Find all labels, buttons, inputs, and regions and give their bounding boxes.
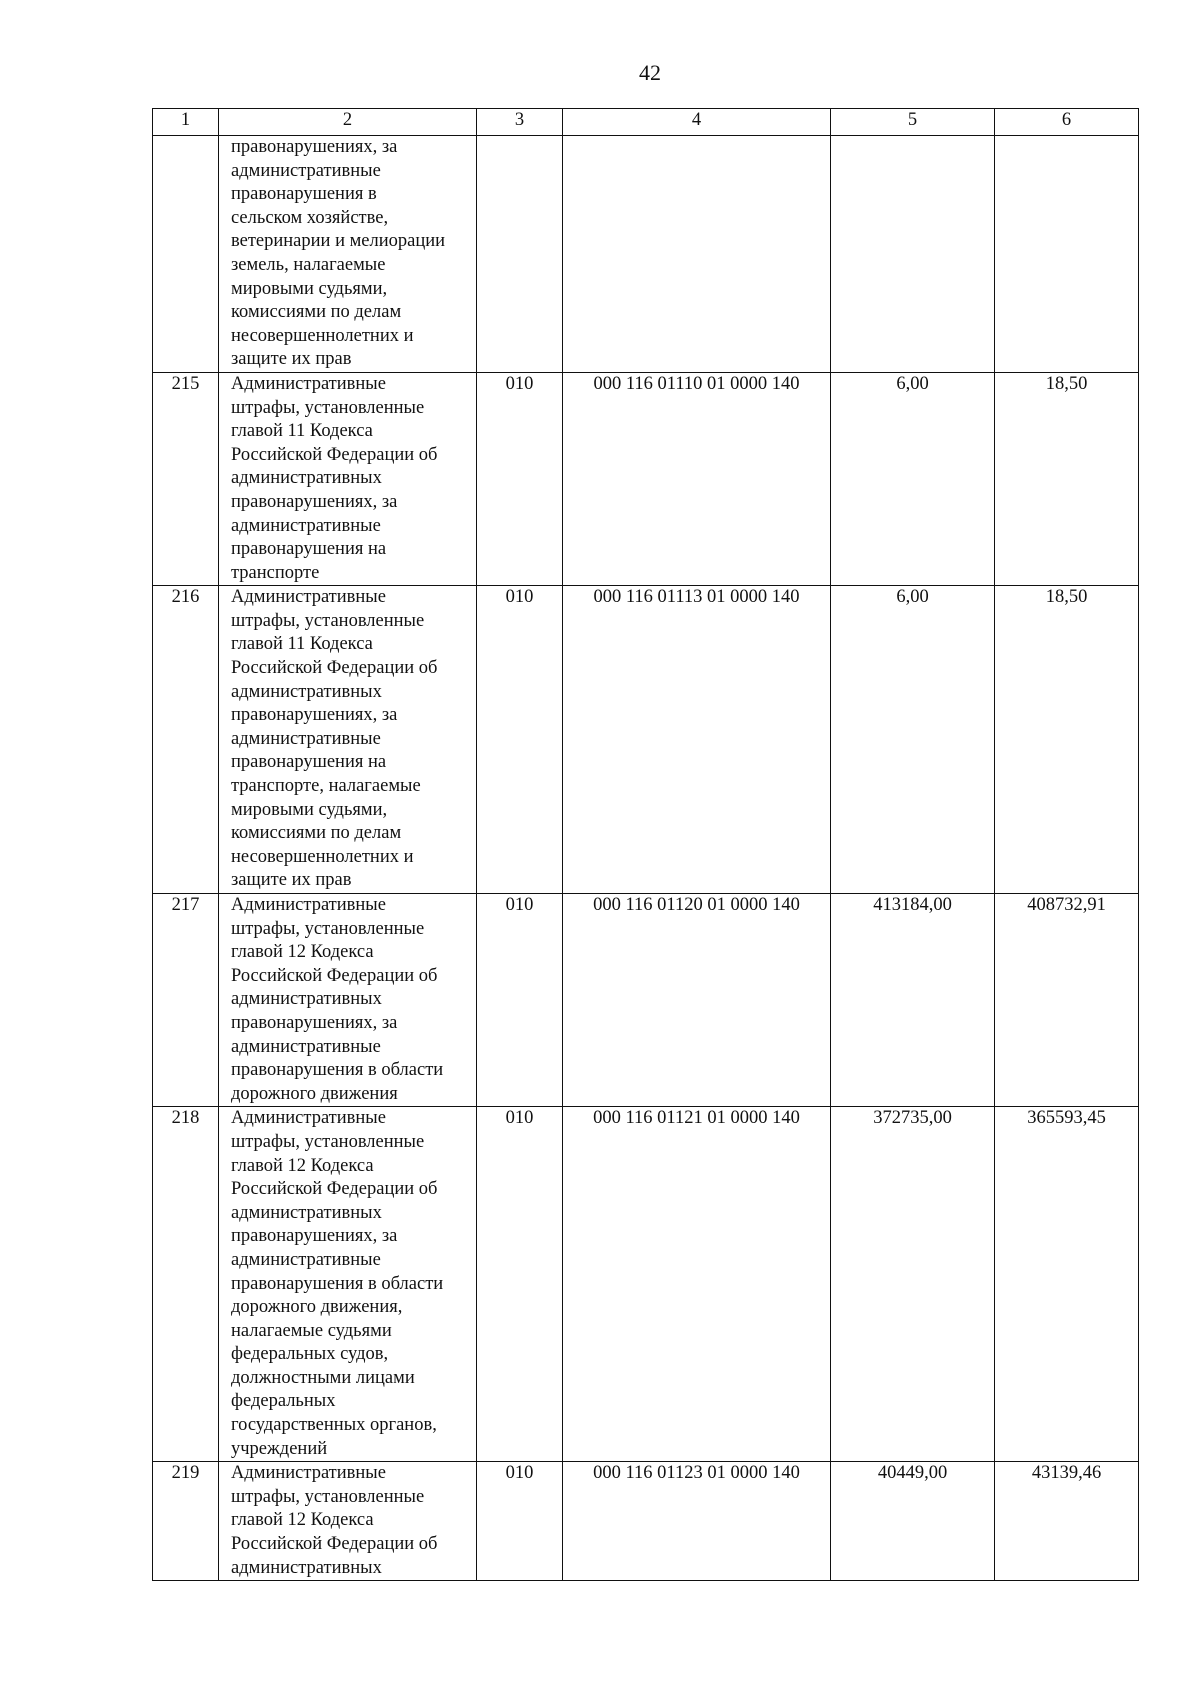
row-kbk	[563, 136, 831, 373]
row-description-text: Административные штрафы, установленные главой 12 Кодекса Российской Федерации об административных правонарушениях, за административные правонарушения в области дорожного движения, налагаемые судьями федеральных судов, должностными лицами федеральных государственных органов, учреждений	[231, 1108, 444, 1459]
row-description-text: Административные штрафы, установленные главой 12 Кодекса Российской Федерации об административных	[231, 1463, 438, 1578]
row-number: 218	[153, 1107, 219, 1462]
row-value-5	[831, 136, 995, 373]
table-row	[153, 372, 1139, 585]
row-code: 010	[477, 1462, 563, 1581]
table-row	[153, 1107, 1139, 1462]
row-value-5: 372735,00	[831, 1107, 995, 1462]
row-value-6: 365593,45	[995, 1107, 1139, 1462]
row-value-6: 18,50	[995, 372, 1139, 585]
page-number: 42	[639, 60, 661, 85]
row-value-5: 6,00	[831, 372, 995, 585]
row-description-text: Административные штрафы, установленные главой 11 Кодекса Российской Федерации об административных правонарушениях, за административные правонарушения на транспорте, налагаемые мировыми судьями, комиссиями по делам несовершеннолетних и защите их прав	[231, 587, 438, 891]
row-value-5: 413184,00	[831, 894, 995, 1107]
row-description-text: Административные штрафы, установленные главой 11 Кодекса Российской Федерации об административных правонарушениях, за административные правонарушения на транспорте	[231, 373, 438, 583]
row-value-5: 40449,00	[831, 1462, 995, 1581]
table-row	[153, 894, 1139, 1107]
header-cell-6: 6	[995, 109, 1139, 136]
header-cell-3: 3	[477, 109, 563, 136]
row-description	[219, 1462, 477, 1581]
row-number: 219	[153, 1462, 219, 1581]
header-cell-5: 5	[831, 109, 995, 136]
row-description	[219, 1107, 477, 1462]
row-code: 010	[477, 372, 563, 585]
row-description	[219, 586, 477, 894]
row-value-5: 6,00	[831, 586, 995, 894]
row-kbk: 000 116 01113 01 0000 140	[563, 586, 831, 894]
row-value-6	[995, 136, 1139, 373]
header-cell-4: 4	[563, 109, 831, 136]
row-code: 010	[477, 1107, 563, 1462]
row-description	[219, 136, 477, 373]
header-row	[153, 109, 1139, 136]
row-value-6: 43139,46	[995, 1462, 1139, 1581]
row-number: 216	[153, 586, 219, 894]
table-row	[153, 586, 1139, 894]
row-number: 217	[153, 894, 219, 1107]
row-description-text: Административные штрафы, установленные главой 12 Кодекса Российской Федерации об административных правонарушениях, за административные правонарушения в области дорожного движения	[231, 895, 444, 1104]
row-description	[219, 372, 477, 585]
row-number: 215	[153, 372, 219, 585]
row-kbk: 000 116 01120 01 0000 140	[563, 894, 831, 1107]
row-description	[219, 894, 477, 1107]
row-kbk: 000 116 01110 01 0000 140	[563, 372, 831, 585]
data-table	[152, 108, 1139, 1581]
row-code	[477, 136, 563, 373]
header-cell-2: 2	[219, 109, 477, 136]
row-number	[153, 136, 219, 373]
row-value-6: 18,50	[995, 586, 1139, 894]
row-value-6: 408732,91	[995, 894, 1139, 1107]
row-code: 010	[477, 586, 563, 894]
table-row	[153, 1462, 1139, 1581]
row-kbk: 000 116 01121 01 0000 140	[563, 1107, 831, 1462]
row-kbk: 000 116 01123 01 0000 140	[563, 1462, 831, 1581]
row-description-text: правонарушениях, за административные правонарушения в сельском хозяйстве, ветеринарии и мелиорации земель, налагаемые мировыми судьями, комиссиями по делам несовершеннолетних и защите их прав	[231, 137, 446, 370]
header-cell-1: 1	[153, 109, 219, 136]
table-row	[153, 136, 1139, 373]
row-code: 010	[477, 894, 563, 1107]
